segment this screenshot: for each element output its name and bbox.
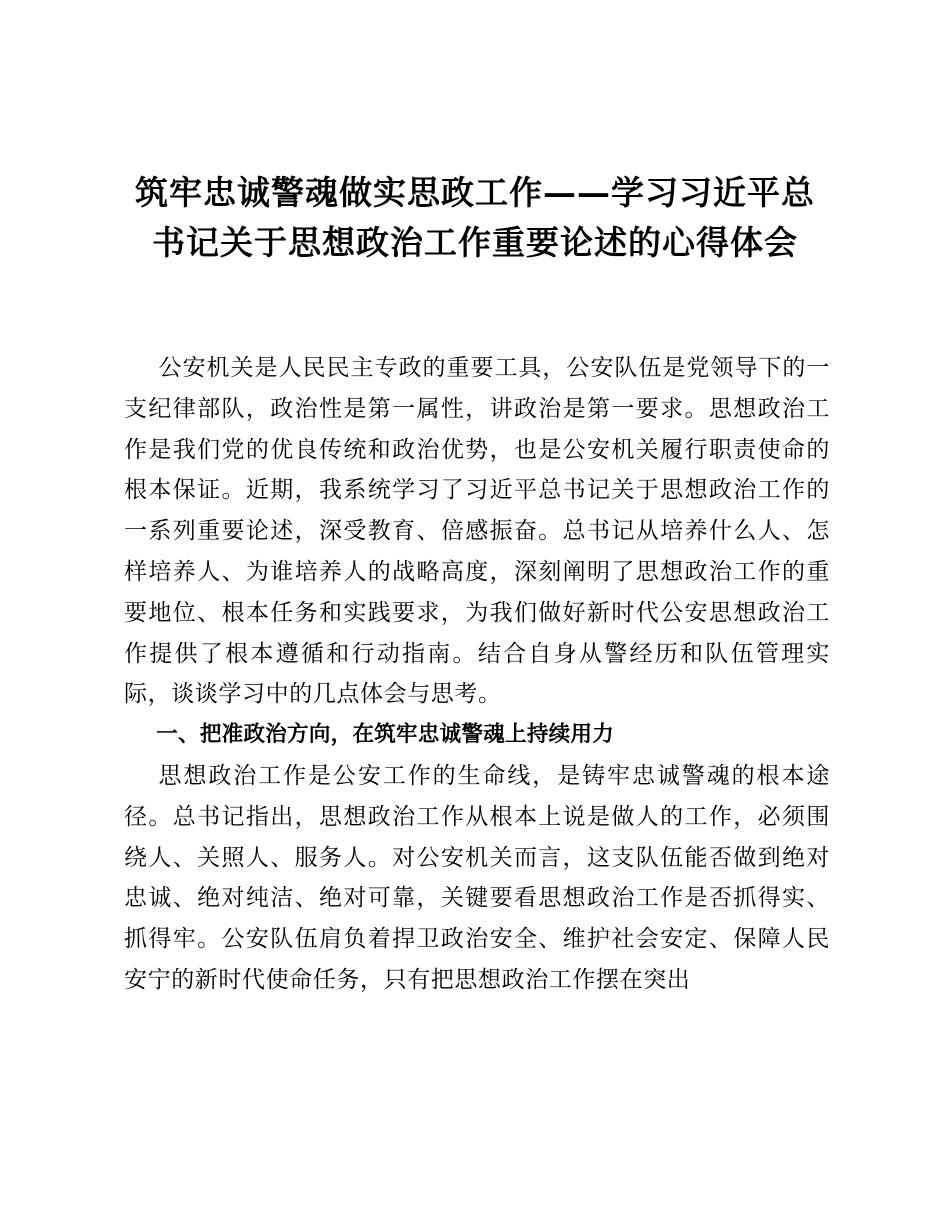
title-line-1: 筑牢忠诚警魂做实思政工作——学习习近平总 [135,173,815,212]
document-body [124,348,830,1001]
paragraph-section-1: 思想政治工作是公安工作的生命线，是铸牢忠诚警魂的根本途径。总书记指出，思想政治工作从根本上说是做人的工作，必须围绕人、关照人、服务人。对公安机关而言，这支队伍能否做到绝对忠诚、绝对纯洁、绝对可靠，关键要看思想政治工作是否抓得实、抓得牢。公安队伍肩负着捍卫政治安全、维护社会安定、保障人民安宁的新时代使命任务，只有把思想政治工作摆在突出 [124,762,830,993]
document-title [120,168,830,268]
paragraph-intro: 公安机关是人民民主专政的重要工具，公安队伍是党领导下的一支纪律部队，政治性是第一属性，讲政治是第一要求。思想政治工作是我们党的优良传统和政治优势，也是公安机关履行职责使命的根本保证。近期，我系统学习了习近平总书记关于思想政治工作的一系列重要论述，深受教育、倍感振奋。总书记从培养什么人、怎样培养人、为谁培养人的战略高度，深刻阐明了思想政治工作的重要地位、根本任务和实践要求，为我们做好新时代公安思想政治工作提供了根本遵循和行动指南。结合自身从警经历和队伍管理实际，谈谈学习中的几点体会与思考。 [124,355,830,708]
title-line-2: 书记关于思想政治工作重要论述的心得体会 [152,223,798,262]
section-heading-1: 一、把准政治方向，在筑牢忠诚警魂上持续用力 [156,722,615,748]
